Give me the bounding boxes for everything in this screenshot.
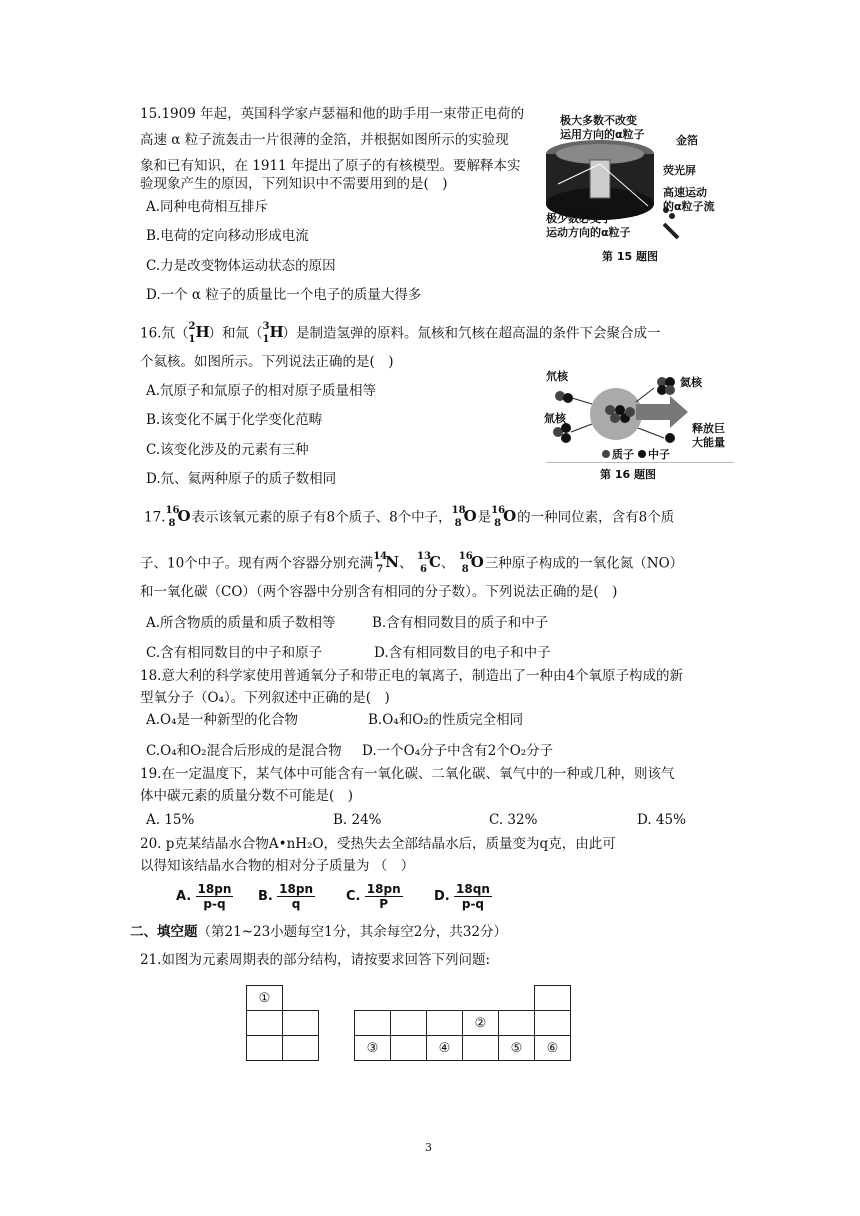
page-number: 3 — [425, 1141, 432, 1154]
q15-line-4: 验现象产生的原因，下列知识中不需要用到的是( ) — [140, 176, 448, 192]
q20-option-b: B. $\frac{18pn}{q}$ — [258, 882, 313, 911]
q15-option-a: A.同种电荷相互排斥 — [146, 199, 269, 215]
q20-line-1: 20. p克某结晶水合物A•nH₂O，受热失去全部结晶水后，质量变为q克，由此可 — [140, 836, 616, 852]
q17-option-c: C.含有相同数目的中子和原子 — [146, 645, 323, 661]
q16-fig-caption: 第 16 题图 — [600, 468, 656, 481]
section-2-note: （第21~23小题每空1分，其余每空2分，共32分） — [197, 924, 508, 940]
q15-option-c: C.力是改变物体运动状态的原因 — [146, 258, 336, 274]
q20-option-a: A. $\frac{18pn}{p-q}$ — [176, 882, 232, 911]
pt-cell-3: ③ — [355, 1036, 391, 1061]
q19-option-a: A. 15% — [146, 812, 195, 828]
q16-fig-label-energy-1: 释放巨 — [692, 422, 725, 435]
q20-option-d: D. $\frac{18qn}{p-q}$ — [434, 882, 490, 911]
q17-line-3: 和一氧化碳（CO）（两个容器中分别含有相同的分子数）。下列说法正确的是( ) — [140, 584, 618, 600]
q17-option-d: D.含有相同数目的电子和中子 — [374, 645, 551, 661]
q16-line-1 — [140, 322, 660, 346]
periodic-table-fragment — [246, 985, 571, 1061]
isotope-o16-c: 16 8 O — [458, 551, 484, 575]
q18-option-c: C.O₄和O₂混合后形成的是混合物 — [146, 743, 342, 759]
q20-option-c: C. $\frac{18pn}{P}$ — [346, 882, 401, 911]
isotope-n14: 14 7 N — [373, 551, 399, 575]
q20-line-2: 以得知该结晶水合物的相对分子质量为 （ ） — [140, 858, 415, 874]
q16-option-d: D.氘、氦两种原子的质子数相同 — [146, 471, 337, 487]
q17-option-b: B.含有相同数目的质子和中子 — [372, 615, 549, 631]
q15-line-3: 象和已有知识，在 1911 年提出了原子的有核模型。要解释本实 — [140, 158, 521, 174]
q16-fig-label-deuterium: 氘核 — [546, 370, 568, 383]
q16-option-b: B.该变化不属于化学变化范畴 — [146, 412, 323, 428]
q15-fig-label-1: 极大多数不改变 — [560, 114, 637, 127]
q15-fig-label-7: 极少数必变了 — [546, 212, 612, 225]
q16-fig-divider — [546, 462, 734, 463]
q15-fig-label-5: 高速运动 — [663, 186, 707, 199]
section-2-heading — [130, 922, 507, 942]
section-2-title: 二、填空题 — [130, 924, 198, 940]
pt-cell-noble-1 — [535, 986, 571, 1011]
q15-fig-label-4: 荧光屏 — [663, 164, 696, 177]
q16-fig-label-proton: 质子 — [612, 448, 634, 461]
q19-line-2: 体中碳元素的质量分数不可能是( ) — [140, 788, 354, 804]
q15-option-b: B.电荷的定向移动形成电流 — [146, 228, 309, 244]
q15-option-d: D.一个 α 粒子的质量比一个电子的质量大得多 — [146, 287, 422, 303]
q17-num: 17. — [144, 509, 166, 526]
q17-text-1: 表示该氧元素的原子有8个质子、8个中子， — [191, 509, 452, 526]
q17-text-4: 子、10个中子。现有两个容器分别充满 — [140, 555, 374, 572]
isotope-c13: 13 6 C — [416, 551, 441, 575]
q16-fig-label-tritium: 氚核 — [544, 412, 566, 425]
q16-text-c: ）是制造氢弹的原料。氚核和氕核在超高温的条件下会聚合成一 — [282, 325, 661, 342]
q15-fig-label-8: 运动方向的α粒子 — [546, 226, 631, 239]
pt-cell-6: ⑥ — [535, 1036, 571, 1061]
q16-figure — [540, 368, 740, 488]
q17-text-5: 三种原子构成的一氧化氮（NO） — [484, 555, 684, 572]
q15-fig-label-6: 的α粒子流 — [663, 200, 715, 213]
isotope-h3: 3 1 H — [262, 321, 284, 345]
q18-option-a: A.O₄是一种新型的化合物 — [146, 712, 299, 728]
pt-cell-4: ④ — [427, 1036, 463, 1061]
q19-option-c: C. 32% — [489, 812, 538, 828]
q19-option-d: D. 45% — [637, 812, 686, 828]
q16-option-a: A.氘原子和氚原子的相对原子质量相等 — [146, 383, 377, 399]
q15-fig-label-2: 运用方向的α粒子 — [560, 128, 645, 141]
pt-cell-5: ⑤ — [499, 1036, 535, 1061]
q17-text-2: 是 — [477, 509, 492, 526]
q16-line-2: 个氦核。如图所示。下列说法正确的是( ) — [140, 354, 394, 370]
q18-line-2: 型氧分子（O₄）。下列叙述中正确的是( ) — [140, 690, 390, 706]
q16-text-a: 16.氘（ — [140, 325, 189, 342]
q16-option-c: C.该变化涉及的元素有三种 — [146, 442, 309, 458]
isotope-o16-a: 16 8 O — [165, 505, 191, 529]
q18-option-b: B.O₄和O₂的性质完全相同 — [368, 712, 524, 728]
q16-fig-label-neutron: 中子 — [648, 448, 670, 461]
q19-line-1: 19.在一定温度下，某气体中可能含有一氧化碳、二氧化碳、氧气中的一种或几种，则该气 — [140, 766, 675, 782]
q17-line-2: 子、10个中子。现有两个容器分别充满 14 7 N 、 13 6 C 、 16 8 O 三种原子构成的一氧化氮（NO） — [140, 551, 684, 575]
isotope-h2: 2 1 H — [188, 321, 210, 345]
q16-fig-label-energy-2: 大能量 — [692, 436, 725, 449]
q15-fig-caption: 第 15 题图 — [602, 250, 658, 263]
isotope-o18: 18 8 O — [451, 505, 477, 529]
q18-option-d: D.一个O₄分子中含有2个O₂分子 — [362, 743, 554, 759]
q17-line-1 — [144, 506, 674, 530]
q17-option-a: A.所含物质的质量和质子数相等 — [146, 615, 336, 631]
q15-line-2: 高速 α 粒子流轰击一片很薄的金箔，并根据如图所示的实验现 — [140, 132, 509, 148]
q17-text-3: 的一种同位素，含有8个质 — [517, 509, 675, 526]
q15-figure — [538, 114, 738, 264]
q15-line-1: 15.1909 年起，英国科学家卢瑟福和他的助手用一束带正电荷的 — [140, 106, 525, 122]
pt-cell-1: ① — [247, 986, 283, 1011]
q19-option-b: B. 24% — [333, 812, 382, 828]
q18-line-1: 18.意大利的科学家使用普通氧分子和带正电的氧离子，制造出了一种由4个氧原子构成的新 — [140, 668, 684, 684]
q16-fig-label-helium: 氦核 — [680, 376, 702, 389]
q21-line: 21.如图为元素周期表的部分结构，请按要求回答下列问题: — [140, 952, 491, 968]
isotope-o16-b: 16 8 O — [491, 505, 517, 529]
pt-cell-2: ② — [463, 1011, 499, 1036]
q16-text-b: ）和氚（ — [208, 325, 263, 342]
q15-fig-label-3: 金箔 — [676, 134, 698, 147]
